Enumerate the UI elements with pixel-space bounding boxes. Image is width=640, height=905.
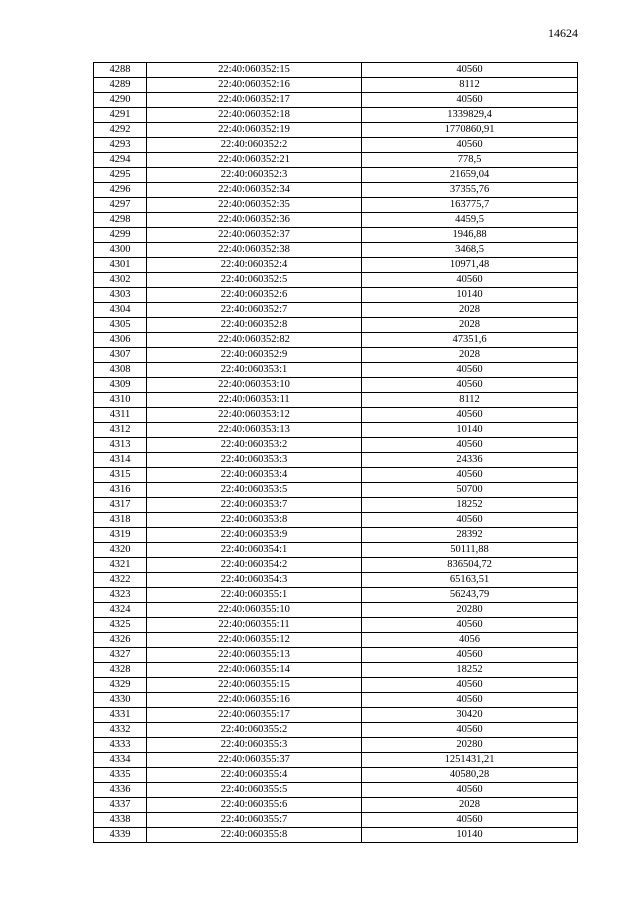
row-number-cell: 4335 (94, 768, 147, 783)
cadastral-number-cell: 22:40:060355:6 (147, 798, 362, 813)
row-number-cell: 4309 (94, 378, 147, 393)
table-row (94, 423, 578, 438)
cadastral-number-cell: 22:40:060353:10 (147, 378, 362, 393)
cadastral-number-cell: 22:40:060352:18 (147, 108, 362, 123)
value-cell: 40560 (362, 63, 578, 78)
table-row (94, 633, 578, 648)
value-cell: 1946,88 (362, 228, 578, 243)
value-cell: 37355,76 (362, 183, 578, 198)
cadastral-number-cell: 22:40:060354:1 (147, 543, 362, 558)
cadastral-number-cell: 22:40:060352:36 (147, 213, 362, 228)
row-number-cell: 4290 (94, 93, 147, 108)
value-cell: 4459,5 (362, 213, 578, 228)
table-row (94, 183, 578, 198)
cadastral-number-cell: 22:40:060352:34 (147, 183, 362, 198)
registry-table-body (94, 63, 578, 843)
row-number-cell: 4320 (94, 543, 147, 558)
value-cell: 4056 (362, 633, 578, 648)
table-row (94, 333, 578, 348)
cadastral-number-cell: 22:40:060355:15 (147, 678, 362, 693)
table-row (94, 153, 578, 168)
cadastral-number-cell: 22:40:060355:14 (147, 663, 362, 678)
table-row (94, 318, 578, 333)
cadastral-number-cell: 22:40:060354:3 (147, 573, 362, 588)
table-row (94, 558, 578, 573)
value-cell: 10140 (362, 288, 578, 303)
cadastral-number-cell: 22:40:060355:3 (147, 738, 362, 753)
table-row (94, 618, 578, 633)
cadastral-number-cell: 22:40:060352:3 (147, 168, 362, 183)
table-row (94, 543, 578, 558)
cadastral-number-cell: 22:40:060355:4 (147, 768, 362, 783)
row-number-cell: 4319 (94, 528, 147, 543)
table-row (94, 828, 578, 843)
row-number-cell: 4330 (94, 693, 147, 708)
row-number-cell: 4293 (94, 138, 147, 153)
row-number-cell: 4303 (94, 288, 147, 303)
row-number-cell: 4288 (94, 63, 147, 78)
value-cell: 40560 (362, 378, 578, 393)
row-number-cell: 4327 (94, 648, 147, 663)
cadastral-number-cell: 22:40:060352:19 (147, 123, 362, 138)
table-row (94, 798, 578, 813)
value-cell: 40560 (362, 723, 578, 738)
cadastral-number-cell: 22:40:060353:12 (147, 408, 362, 423)
row-number-cell: 4291 (94, 108, 147, 123)
table-row (94, 708, 578, 723)
value-cell: 3468,5 (362, 243, 578, 258)
table-row (94, 273, 578, 288)
table-row (94, 93, 578, 108)
table-row (94, 78, 578, 93)
row-number-cell: 4326 (94, 633, 147, 648)
cadastral-number-cell: 22:40:060355:16 (147, 693, 362, 708)
row-number-cell: 4312 (94, 423, 147, 438)
value-cell: 40560 (362, 678, 578, 693)
row-number-cell: 4313 (94, 438, 147, 453)
cadastral-number-cell: 22:40:060354:2 (147, 558, 362, 573)
value-cell: 24336 (362, 453, 578, 468)
row-number-cell: 4325 (94, 618, 147, 633)
cadastral-number-cell: 22:40:060352:7 (147, 303, 362, 318)
value-cell: 40560 (362, 468, 578, 483)
table-row (94, 528, 578, 543)
row-number-cell: 4331 (94, 708, 147, 723)
value-cell: 47351,6 (362, 333, 578, 348)
value-cell: 778,5 (362, 153, 578, 168)
value-cell: 30420 (362, 708, 578, 723)
value-cell: 40580,28 (362, 768, 578, 783)
table-row (94, 483, 578, 498)
table-row (94, 753, 578, 768)
row-number-cell: 4317 (94, 498, 147, 513)
value-cell: 8112 (362, 78, 578, 93)
table-row (94, 513, 578, 528)
row-number-cell: 4322 (94, 573, 147, 588)
cadastral-number-cell: 22:40:060352:2 (147, 138, 362, 153)
row-number-cell: 4302 (94, 273, 147, 288)
value-cell: 2028 (362, 303, 578, 318)
value-cell: 28392 (362, 528, 578, 543)
cadastral-number-cell: 22:40:060352:35 (147, 198, 362, 213)
row-number-cell: 4316 (94, 483, 147, 498)
cadastral-number-cell: 22:40:060353:8 (147, 513, 362, 528)
table-row (94, 738, 578, 753)
cadastral-number-cell: 22:40:060355:12 (147, 633, 362, 648)
cadastral-number-cell: 22:40:060353:13 (147, 423, 362, 438)
value-cell: 40560 (362, 273, 578, 288)
registry-table (93, 62, 578, 843)
table-row (94, 453, 578, 468)
cadastral-number-cell: 22:40:060355:17 (147, 708, 362, 723)
row-number-cell: 4339 (94, 828, 147, 843)
value-cell: 18252 (362, 663, 578, 678)
row-number-cell: 4311 (94, 408, 147, 423)
value-cell: 40560 (362, 813, 578, 828)
row-number-cell: 4328 (94, 663, 147, 678)
value-cell: 40560 (362, 783, 578, 798)
table-row (94, 63, 578, 78)
row-number-cell: 4334 (94, 753, 147, 768)
row-number-cell: 4336 (94, 783, 147, 798)
row-number-cell: 4318 (94, 513, 147, 528)
table-row (94, 408, 578, 423)
value-cell: 2028 (362, 348, 578, 363)
cadastral-number-cell: 22:40:060353:4 (147, 468, 362, 483)
row-number-cell: 4292 (94, 123, 147, 138)
row-number-cell: 4298 (94, 213, 147, 228)
row-number-cell: 4323 (94, 588, 147, 603)
table-row (94, 288, 578, 303)
value-cell: 40560 (362, 363, 578, 378)
table-row (94, 648, 578, 663)
row-number-cell: 4308 (94, 363, 147, 378)
value-cell: 20280 (362, 738, 578, 753)
value-cell: 836504,72 (362, 558, 578, 573)
row-number-cell: 4307 (94, 348, 147, 363)
row-number-cell: 4301 (94, 258, 147, 273)
cadastral-number-cell: 22:40:060353:1 (147, 363, 362, 378)
cadastral-number-cell: 22:40:060355:10 (147, 603, 362, 618)
table-row (94, 438, 578, 453)
table-row (94, 348, 578, 363)
value-cell: 2028 (362, 318, 578, 333)
cadastral-number-cell: 22:40:060352:15 (147, 63, 362, 78)
table-row (94, 303, 578, 318)
value-cell: 40560 (362, 93, 578, 108)
table-row (94, 228, 578, 243)
row-number-cell: 4314 (94, 453, 147, 468)
row-number-cell: 4300 (94, 243, 147, 258)
table-row (94, 588, 578, 603)
value-cell: 40560 (362, 648, 578, 663)
value-cell: 1251431,21 (362, 753, 578, 768)
value-cell: 50700 (362, 483, 578, 498)
row-number-cell: 4333 (94, 738, 147, 753)
cadastral-number-cell: 22:40:060353:9 (147, 528, 362, 543)
table-row (94, 198, 578, 213)
table-row (94, 783, 578, 798)
value-cell: 18252 (362, 498, 578, 513)
row-number-cell: 4315 (94, 468, 147, 483)
table-row (94, 138, 578, 153)
value-cell: 56243,79 (362, 588, 578, 603)
cadastral-number-cell: 22:40:060352:8 (147, 318, 362, 333)
value-cell: 21659,04 (362, 168, 578, 183)
table-row (94, 723, 578, 738)
table-row (94, 663, 578, 678)
value-cell: 40560 (362, 408, 578, 423)
value-cell: 1339829,4 (362, 108, 578, 123)
row-number-cell: 4299 (94, 228, 147, 243)
row-number-cell: 4332 (94, 723, 147, 738)
table-row (94, 813, 578, 828)
row-number-cell: 4324 (94, 603, 147, 618)
table-row (94, 123, 578, 138)
cadastral-number-cell: 22:40:060352:4 (147, 258, 362, 273)
value-cell: 40560 (362, 618, 578, 633)
cadastral-number-cell: 22:40:060355:2 (147, 723, 362, 738)
cadastral-number-cell: 22:40:060352:17 (147, 93, 362, 108)
table-row (94, 468, 578, 483)
value-cell: 40560 (362, 438, 578, 453)
table-row (94, 768, 578, 783)
value-cell: 40560 (362, 693, 578, 708)
table-row (94, 498, 578, 513)
value-cell: 40560 (362, 513, 578, 528)
cadastral-number-cell: 22:40:060352:37 (147, 228, 362, 243)
table-row (94, 258, 578, 273)
cadastral-number-cell: 22:40:060355:7 (147, 813, 362, 828)
row-number-cell: 4297 (94, 198, 147, 213)
cadastral-number-cell: 22:40:060355:1 (147, 588, 362, 603)
cadastral-number-cell: 22:40:060352:21 (147, 153, 362, 168)
cadastral-number-cell: 22:40:060355:13 (147, 648, 362, 663)
table-row (94, 378, 578, 393)
row-number-cell: 4296 (94, 183, 147, 198)
row-number-cell: 4338 (94, 813, 147, 828)
cadastral-number-cell: 22:40:060352:9 (147, 348, 362, 363)
table-row (94, 243, 578, 258)
value-cell: 10140 (362, 828, 578, 843)
cadastral-number-cell: 22:40:060353:2 (147, 438, 362, 453)
row-number-cell: 4294 (94, 153, 147, 168)
cadastral-number-cell: 22:40:060353:11 (147, 393, 362, 408)
row-number-cell: 4295 (94, 168, 147, 183)
value-cell: 2028 (362, 798, 578, 813)
cadastral-number-cell: 22:40:060352:6 (147, 288, 362, 303)
value-cell: 10140 (362, 423, 578, 438)
page-number: 14624 (548, 26, 578, 40)
row-number-cell: 4310 (94, 393, 147, 408)
row-number-cell: 4337 (94, 798, 147, 813)
value-cell: 40560 (362, 138, 578, 153)
table-row (94, 573, 578, 588)
row-number-cell: 4329 (94, 678, 147, 693)
row-number-cell: 4289 (94, 78, 147, 93)
row-number-cell: 4306 (94, 333, 147, 348)
value-cell: 20280 (362, 603, 578, 618)
table-row (94, 678, 578, 693)
table-row (94, 393, 578, 408)
cadastral-number-cell: 22:40:060355:37 (147, 753, 362, 768)
cadastral-number-cell: 22:40:060353:7 (147, 498, 362, 513)
value-cell: 1770860,91 (362, 123, 578, 138)
row-number-cell: 4321 (94, 558, 147, 573)
value-cell: 65163,51 (362, 573, 578, 588)
row-number-cell: 4305 (94, 318, 147, 333)
row-number-cell: 4304 (94, 303, 147, 318)
table-row (94, 363, 578, 378)
table-row (94, 168, 578, 183)
value-cell: 8112 (362, 393, 578, 408)
value-cell: 10971,48 (362, 258, 578, 273)
table-row (94, 693, 578, 708)
cadastral-number-cell: 22:40:060353:3 (147, 453, 362, 468)
cadastral-number-cell: 22:40:060352:16 (147, 78, 362, 93)
value-cell: 50111,88 (362, 543, 578, 558)
table-row (94, 213, 578, 228)
cadastral-number-cell: 22:40:060355:5 (147, 783, 362, 798)
cadastral-number-cell: 22:40:060355:8 (147, 828, 362, 843)
cadastral-number-cell: 22:40:060352:5 (147, 273, 362, 288)
table-row (94, 603, 578, 618)
cadastral-number-cell: 22:40:060352:38 (147, 243, 362, 258)
cadastral-number-cell: 22:40:060355:11 (147, 618, 362, 633)
table-row (94, 108, 578, 123)
value-cell: 163775,7 (362, 198, 578, 213)
cadastral-number-cell: 22:40:060352:82 (147, 333, 362, 348)
cadastral-number-cell: 22:40:060353:5 (147, 483, 362, 498)
